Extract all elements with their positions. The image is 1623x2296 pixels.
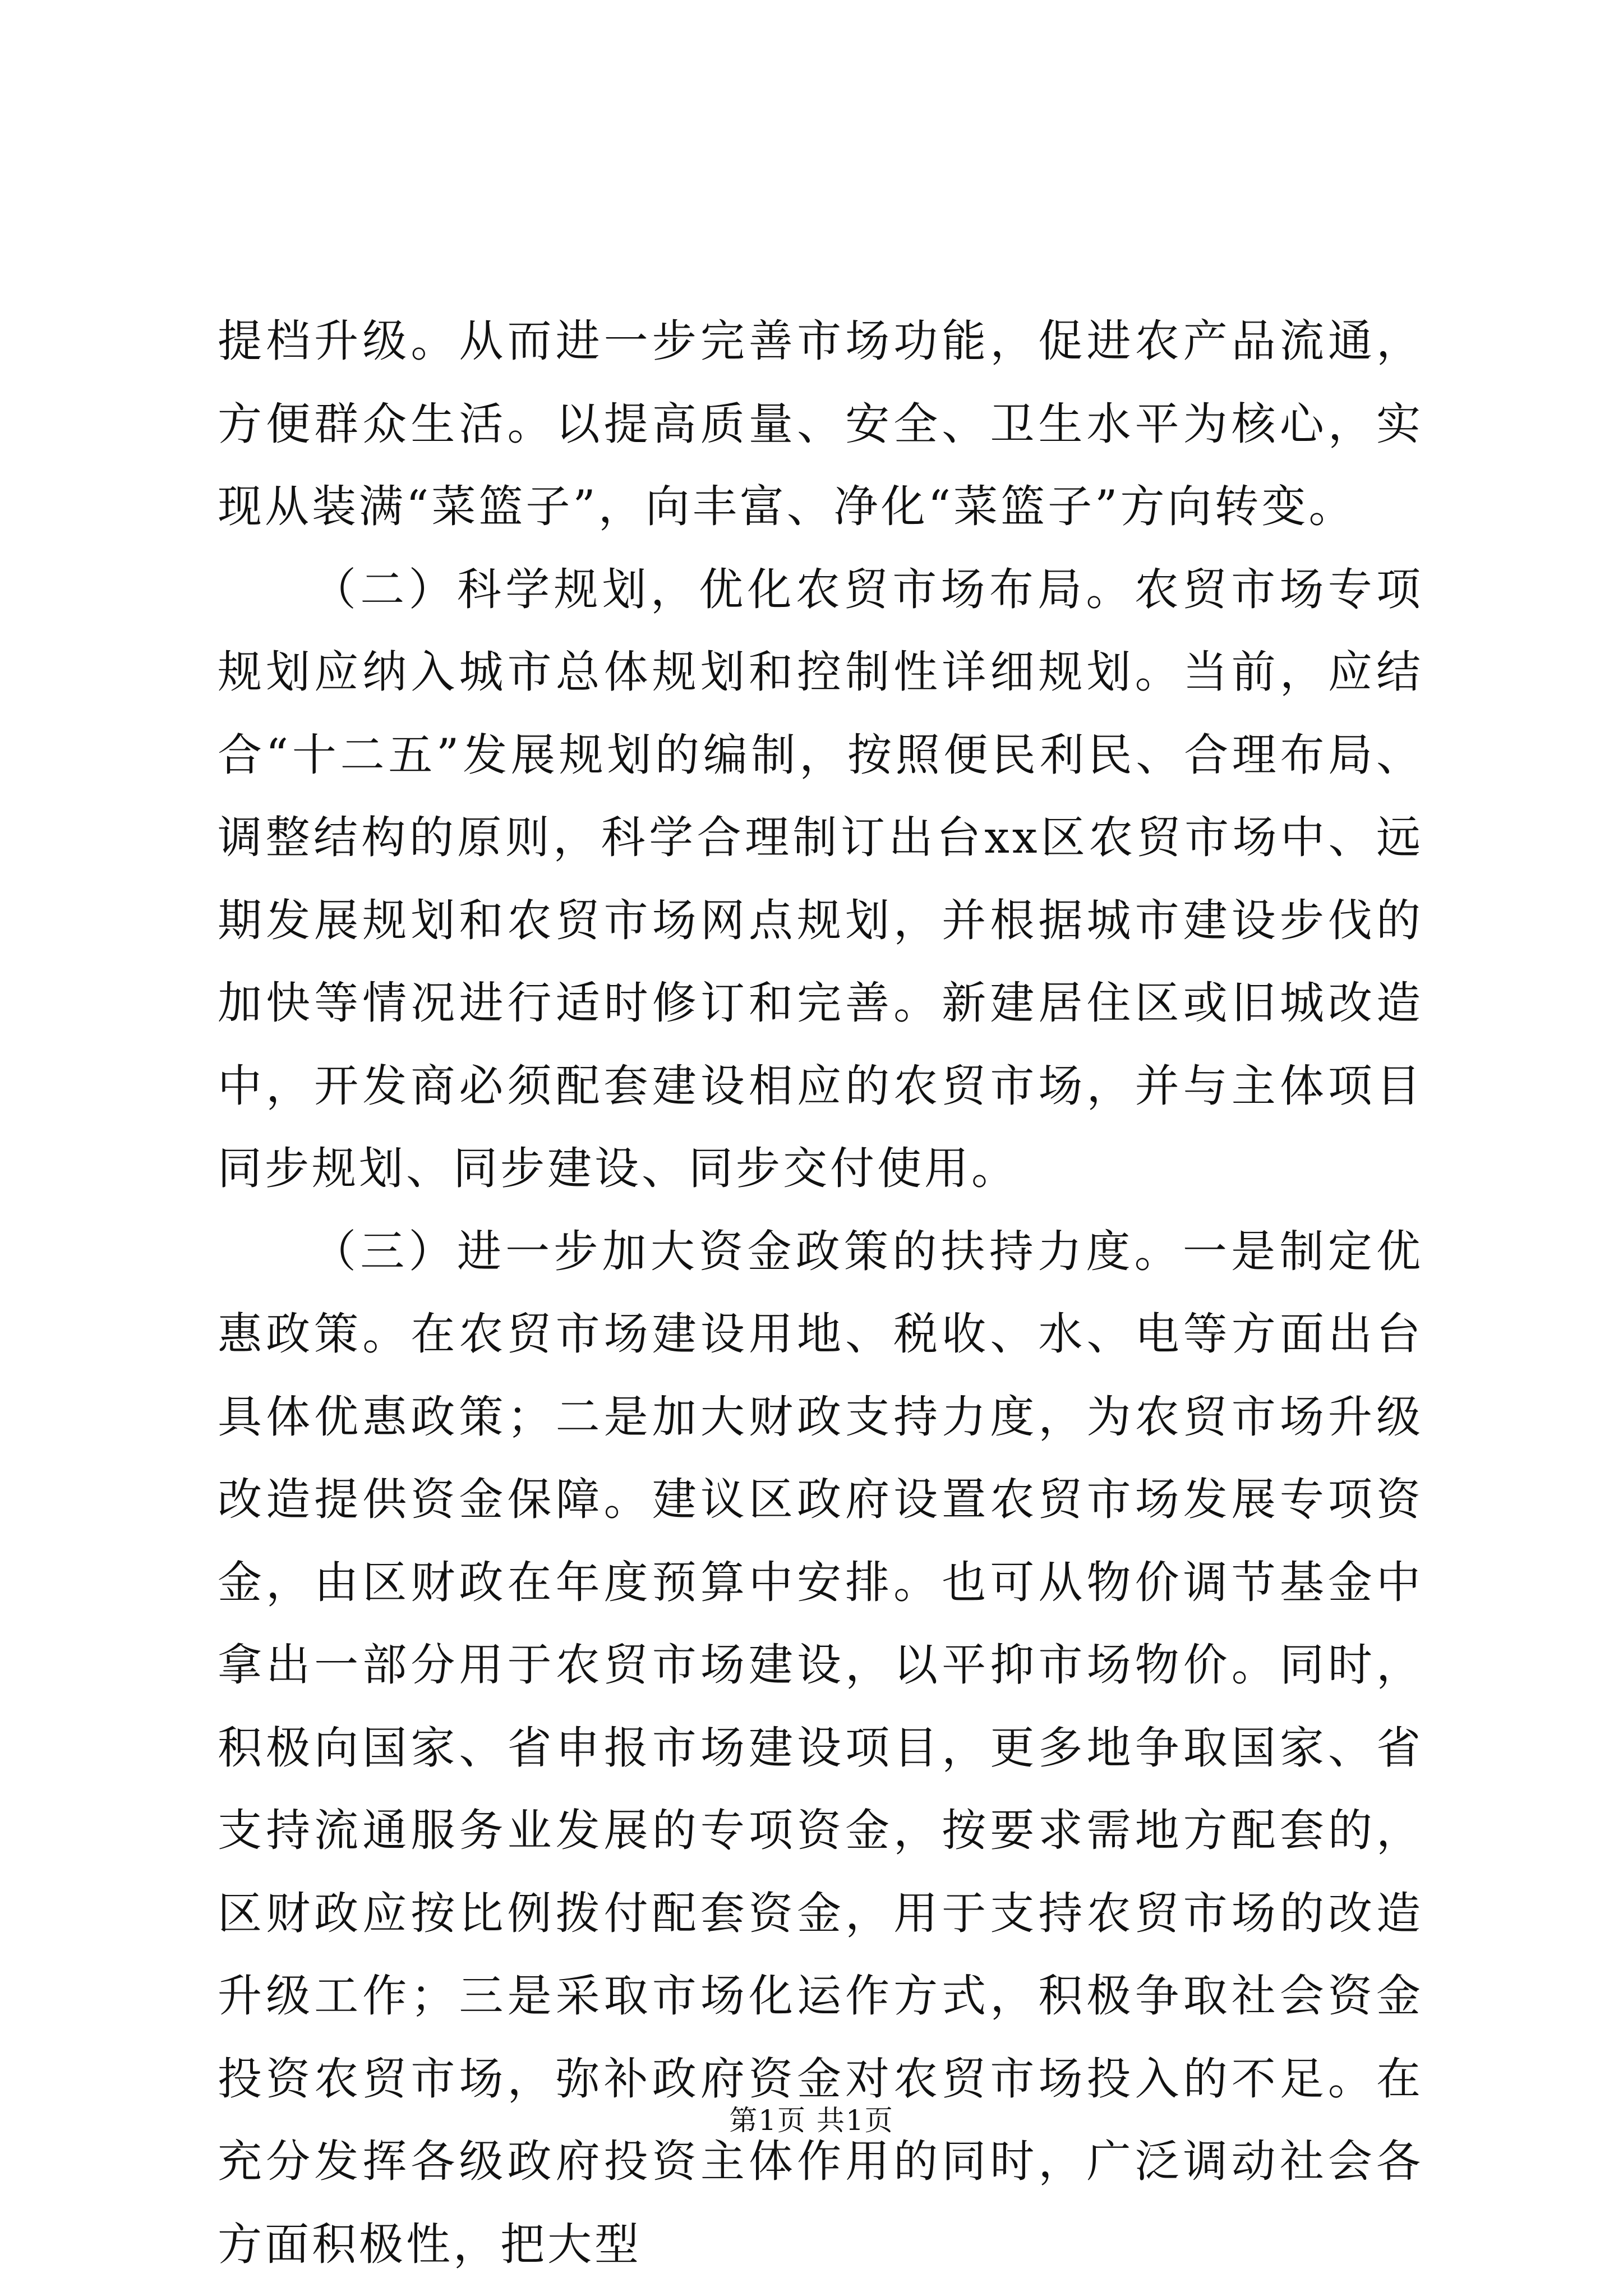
- document-body: [218, 300, 1423, 2286]
- paragraph-continuation: 提档升级。从而进一步完善市场功能，促进农产品流通，方便群众生活。以提高质量、安全、卫生水平为核心，实现从装满“菜篮子”，向丰富、净化“菜篮子”方向转变。: [218, 315, 1423, 532]
- paragraph-section-two: （二）科学规划，优化农贸市场布局。农贸市场专项规划应纳入城市总体规划和控制性详细规划。当前，应结合“十二五”发展规划的编制，按照便民利民、合理布局、调整结构的原则，科学合理制订出台xx区农贸市场中、远期发展规划和农贸市场网点规划，并根据城市建设步伐的加快等情况进行适时修订和完善。新建居住区或旧城改造中，开发商必须配套建设相应的农贸市场，并与主体项目同步规划、同步建设、同步交付使用。: [218, 563, 1423, 1194]
- page-footer: 第1页 共1页: [729, 2104, 894, 2137]
- paragraph-section-three: （三）进一步加大资金政策的扶持力度。一是制定优惠政策。在农贸市场建设用地、税收、水、电等方面出台具体优惠政策；二是加大财政支持力度，为农贸市场升级改造提供资金保障。建议区政府设置农贸市场发展专项资金，由区财政在年度预算中安排。也可从物价调节基金中拿出一部分用于农贸市场建设，以平抑市场物价。同时，积极向国家、省申报市场建设项目，更多地争取国家、省支持流通服务业发展的专项资金，按要求需地方配套的，区财政应按比例拨付配套资金，用于支持农贸市场的改造升级工作；三是采取市场化运作方式，积极争取社会资金投资农贸市场，弥补政府资金对农贸市场投入的不足。在充分发挥各级政府投资主体作用的同时，广泛调动社会各方面积极性，把大型: [218, 1225, 1423, 2270]
